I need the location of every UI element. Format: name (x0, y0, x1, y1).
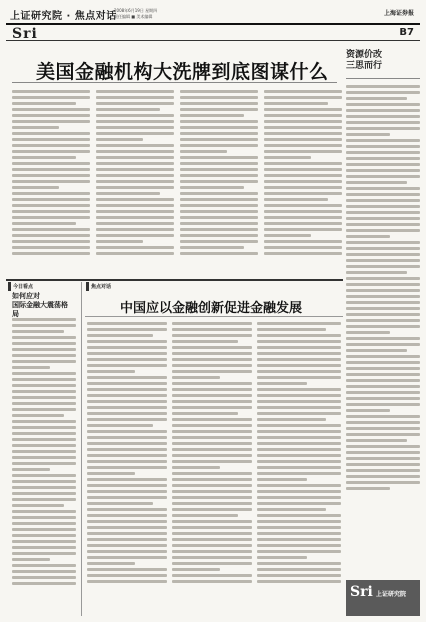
issue-meta (114, 8, 157, 20)
sidebar-rule (346, 78, 420, 79)
issue-date: 2008年6月19日 星期四 (114, 8, 158, 13)
lower-headline: 中国应以金融创新促进金融发展 (120, 301, 303, 316)
left-article-text (12, 318, 76, 588)
section-title: 上证研究院 · 焦点对话 (10, 11, 117, 22)
sidebar-text (346, 85, 420, 490)
section-divider (6, 279, 343, 281)
article-column-4 (264, 90, 342, 258)
masthead-rule (6, 23, 420, 25)
article-column-2 (96, 90, 174, 258)
issue-editors: 责任编辑 ■ 美术编辑 (114, 14, 153, 19)
lower-headline-rule (85, 316, 343, 317)
page-number: B7 (399, 27, 414, 38)
masthead (6, 4, 420, 40)
paper-logo: 上海证券报 (383, 10, 414, 17)
lower-column-3 (257, 322, 341, 586)
left-article-title: 如何应对 国际金融大震荡格局 (12, 292, 68, 318)
column-rule-left (81, 282, 82, 616)
masthead-rule-bottom (6, 40, 420, 41)
article-column-3 (180, 90, 258, 258)
sidebar (346, 46, 420, 546)
footer-sri-logo: Sri (350, 584, 373, 600)
lower-column-1 (87, 322, 167, 586)
footer-badge (346, 580, 420, 616)
lower-column-2 (172, 322, 252, 586)
center-tag: 焦点对话 (86, 282, 113, 291)
headline-rule (12, 82, 337, 83)
sri-wordmark: Sri (12, 26, 38, 42)
footer-text: 上证研究院 (376, 591, 407, 598)
article-column-1 (12, 90, 90, 258)
left-tag: 今日看点 (8, 282, 35, 291)
sidebar-title: 资源价改 三思而行 (346, 50, 383, 71)
main-headline: 美国金融机构大洗牌到底图谋什么 (36, 61, 329, 83)
